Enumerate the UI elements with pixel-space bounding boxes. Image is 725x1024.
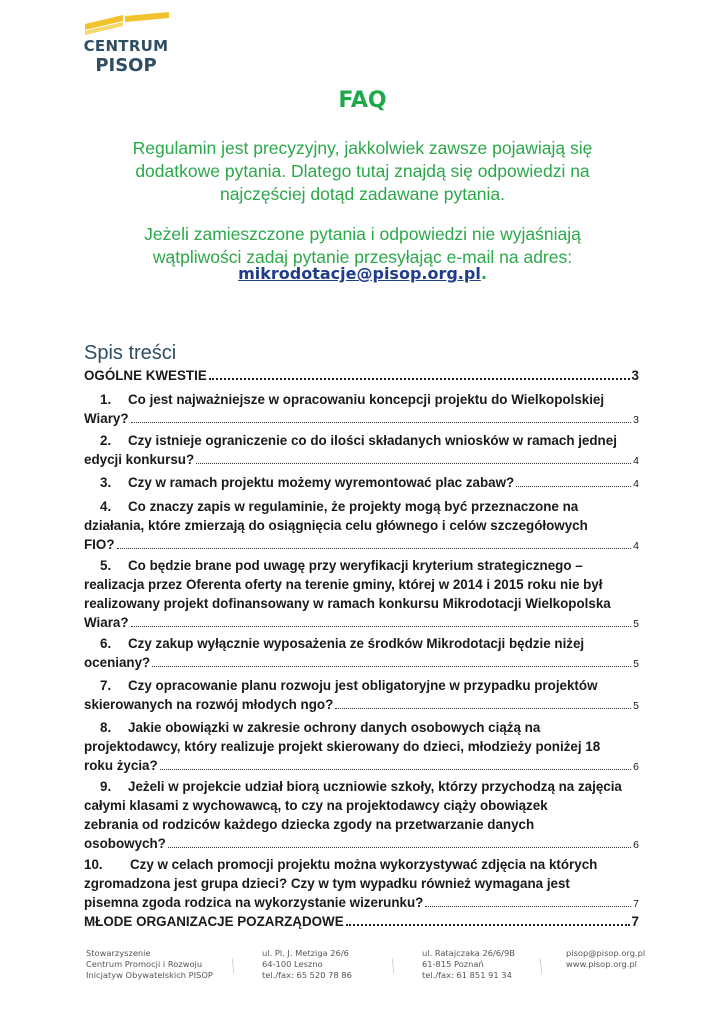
toc-dot-leader bbox=[160, 769, 631, 770]
footer-leszno bbox=[262, 948, 352, 981]
toc-entry-last-line bbox=[84, 366, 639, 385]
toc-entry-text: Czy zakup wyłącznie wyposażenia ze środków Mikrodotacji będzie niżej bbox=[128, 636, 585, 651]
toc-entry-last-line bbox=[84, 409, 639, 430]
toc-page-number: 7 bbox=[631, 914, 639, 929]
toc-dot-leader bbox=[152, 666, 631, 667]
footer-website[interactable]: www.pisop.org.pl bbox=[566, 959, 637, 969]
toc-page-number: 5 bbox=[633, 618, 639, 630]
toc-question-link[interactable] bbox=[84, 634, 639, 674]
toc-question-number: 6. bbox=[100, 636, 112, 651]
intro-paragraph-1 bbox=[60, 137, 665, 206]
toc-entry-last-line bbox=[84, 653, 639, 674]
toc-entry-line bbox=[84, 676, 639, 695]
toc-entry-text: osobowych? bbox=[84, 836, 166, 851]
toc-question-number: 9. bbox=[100, 779, 112, 794]
toc-entry-text: zebrania od rodziców każdego dziecka zgody na przetwarzanie danych bbox=[84, 817, 535, 832]
logo-text-centrum: CENTRUM bbox=[83, 37, 169, 55]
toc-dot-leader bbox=[131, 626, 632, 627]
toc-entry-text: edycji konkursu? bbox=[84, 452, 195, 467]
logo bbox=[83, 12, 173, 76]
toc-page-number: 5 bbox=[633, 658, 639, 670]
toc-entry-line bbox=[84, 855, 639, 874]
toc-section-link[interactable] bbox=[84, 366, 639, 385]
contact-email-line bbox=[0, 264, 725, 283]
toc-question-link[interactable] bbox=[84, 676, 639, 716]
toc-page-number: 3 bbox=[633, 414, 639, 426]
toc-entry-text: zgromadzona jest grupa dzieci? Czy w tym wypadku również wymagana jest bbox=[84, 876, 570, 891]
toc-question-link[interactable] bbox=[84, 431, 639, 471]
toc-entry-line bbox=[84, 796, 639, 815]
intro-line: Regulamin jest precyzyjny, jakkolwiek zawsze pojawiają się bbox=[132, 138, 593, 158]
toc-entry-text: OGÓLNE KWESTIE bbox=[84, 368, 207, 383]
toc-entry-last-line bbox=[84, 450, 639, 471]
toc-page-number: 4 bbox=[633, 455, 639, 467]
intro-line: najczęściej dotąd zadawane pytania. bbox=[219, 184, 506, 204]
toc-entry-last-line bbox=[84, 613, 639, 634]
toc-question-number: 3. bbox=[100, 475, 112, 490]
toc-entry-line bbox=[84, 497, 639, 516]
toc-question-link[interactable] bbox=[84, 777, 639, 855]
toc-entry-text: Wiara? bbox=[84, 615, 129, 630]
toc-entry-line bbox=[84, 556, 639, 575]
toc-section-link[interactable] bbox=[84, 912, 639, 931]
footer-line: ul. Pl. J. Metziga 26/6 bbox=[262, 948, 349, 958]
toc-question-link[interactable] bbox=[84, 855, 639, 914]
toc-entry-text: działania, które zmierzają do osiągnięcia celu głównego i celów szczegółowych bbox=[84, 518, 588, 533]
toc-entry-line bbox=[84, 737, 639, 756]
toc-dot-leader bbox=[196, 463, 631, 464]
toc-heading: Spis treści bbox=[84, 342, 177, 364]
toc-entry-text: skierowanych na rozwój młodych ngo? bbox=[84, 697, 334, 712]
footer-line: ul. Ratajczaka 26/6/9B bbox=[422, 948, 515, 958]
toc-entry-text: Czy w ramach projektu możemy wyremontować plac zabaw? bbox=[128, 475, 515, 490]
toc-entry-text: realizowany projekt dofinansowany w ramach konkursu Mikrodotacji Wielkopolska bbox=[84, 596, 611, 611]
toc-page-number: 3 bbox=[631, 368, 639, 383]
toc-entry-text: Jeżeli w projekcie udział biorą uczniowie szkoły, którzy przychodzą na zajęcia bbox=[128, 779, 622, 794]
toc-entry-last-line bbox=[84, 473, 639, 494]
toc-entry-text: Co jest najważniejsze w opracowaniu koncepcji projektu do Wielkopolskiej bbox=[128, 392, 605, 407]
toc-entry-last-line bbox=[84, 695, 639, 716]
footer-contact bbox=[566, 948, 645, 970]
toc-entry-text: MŁODE ORGANIZACJE POZARZĄDOWE bbox=[84, 914, 344, 929]
footer-line: tel./fax: 65 520 78 86 bbox=[262, 970, 352, 980]
footer-line: Inicjatyw Obywatelskich PISOP bbox=[86, 970, 213, 980]
toc-dot-leader bbox=[131, 422, 632, 423]
toc-question-number: 2. bbox=[100, 433, 112, 448]
footer-line: Centrum Promocji i Rozwoju bbox=[86, 959, 203, 969]
toc-entry-text: oceniany? bbox=[84, 655, 151, 670]
footer-org bbox=[86, 948, 213, 981]
toc-entry-line bbox=[84, 815, 639, 834]
toc-question-link[interactable] bbox=[84, 390, 639, 430]
toc-entry-text: Jakie obowiązki w zakresie ochrony danych osobowych ciążą na bbox=[128, 720, 541, 735]
footer-line: Stowarzyszenie bbox=[86, 948, 151, 958]
footer-poznan bbox=[422, 948, 515, 981]
toc-page-number: 6 bbox=[633, 839, 639, 851]
intro-paragraph-2 bbox=[60, 223, 665, 269]
toc-dot-leader bbox=[209, 378, 630, 380]
toc-entry-text: FIO? bbox=[84, 537, 115, 552]
toc-entry-line bbox=[84, 594, 639, 613]
toc-dot-leader bbox=[516, 486, 631, 487]
toc-dot-leader bbox=[168, 847, 631, 848]
footer-line: 61-815 Poznań bbox=[422, 959, 484, 969]
toc-question-link[interactable] bbox=[84, 556, 639, 634]
footer bbox=[0, 942, 725, 1002]
toc-entry-text: Czy opracowanie planu rozwoju jest obligatoryjne w przypadku projektów bbox=[128, 678, 598, 693]
logo-mark bbox=[83, 12, 173, 38]
toc-entry-line bbox=[84, 777, 639, 796]
toc-question-number: 8. bbox=[100, 720, 112, 735]
toc-entry-last-line bbox=[84, 756, 639, 777]
page-title: FAQ bbox=[338, 88, 387, 113]
toc-entry-text: projektodawcy, który realizuje projekt skierowany do dzieci, młodzieży poniżej 18 bbox=[84, 739, 601, 754]
footer-email[interactable]: pisop@pisop.org.pl bbox=[566, 948, 646, 958]
contact-email-link[interactable]: mikrodotacje@pisop.org.pl bbox=[238, 264, 481, 283]
intro-line: Jeżeli zamieszczone pytania i odpowiedzi nie wyjaśniają bbox=[144, 224, 581, 244]
toc-entry-line bbox=[84, 874, 639, 893]
toc-entry-text: Co znaczy zapis w regulaminie, że projekty mogą być przeznaczone na bbox=[128, 499, 579, 514]
toc-page-number: 5 bbox=[633, 700, 639, 712]
footer-divider-icon bbox=[392, 942, 394, 990]
toc-dot-leader bbox=[117, 548, 632, 549]
footer-divider-icon bbox=[232, 942, 234, 990]
toc-entry-last-line bbox=[84, 893, 639, 914]
toc-question-link[interactable] bbox=[84, 718, 639, 777]
toc-entry-last-line bbox=[84, 834, 639, 855]
toc-entry-text: pisemna zgoda rodzica na wykorzystanie wizerunku? bbox=[84, 895, 424, 910]
toc-entry-text: Czy w celach promocji projektu można wykorzystywać zdjęcia na których bbox=[130, 857, 598, 872]
toc-question-link[interactable] bbox=[84, 473, 639, 494]
logo-text-pisop: PISOP bbox=[95, 55, 157, 76]
footer-divider-icon bbox=[540, 942, 542, 990]
toc-entry-last-line bbox=[84, 535, 639, 556]
toc-entry-text: całymi klasami z wychowawcą, to czy na projektodawcy ciąży obowiązek bbox=[84, 798, 548, 813]
toc-entry-text: Co będzie brane pod uwagę przy weryfikacji kryterium strategicznego – bbox=[128, 558, 583, 573]
toc-page-number: 6 bbox=[633, 761, 639, 773]
email-period: . bbox=[480, 264, 487, 283]
toc-page-number: 7 bbox=[633, 898, 639, 910]
toc-dot-leader bbox=[425, 906, 631, 907]
intro-line: dodatkowe pytania. Dlatego tutaj znajdą się odpowiedzi na bbox=[135, 161, 590, 181]
footer-line: tel./fax: 61 851 91 34 bbox=[422, 970, 512, 980]
toc-entry-line bbox=[84, 390, 639, 409]
toc-question-link[interactable] bbox=[84, 497, 639, 556]
toc-entry-line bbox=[84, 431, 639, 450]
toc-entry-line bbox=[84, 575, 639, 594]
toc-entry-line bbox=[84, 634, 639, 653]
intro-line: wątpliwości zadaj pytanie przesyłając e-mail na adres: bbox=[152, 247, 573, 267]
toc-page-number: 4 bbox=[633, 478, 639, 490]
toc-entry-last-line bbox=[84, 912, 639, 931]
toc-question-number: 10. bbox=[84, 857, 103, 872]
toc-dot-leader bbox=[346, 924, 630, 926]
toc-question-number: 4. bbox=[100, 499, 112, 514]
toc-entry-line bbox=[84, 516, 639, 535]
toc-question-number: 7. bbox=[100, 678, 112, 693]
toc-page-number: 4 bbox=[633, 540, 639, 552]
toc-entry-text: roku życia? bbox=[84, 758, 158, 773]
toc-entry-text: Wiary? bbox=[84, 411, 129, 426]
toc-question-number: 1. bbox=[100, 392, 112, 407]
toc-entry-text: realizacja przez Oferenta oferty na terenie gminy, której w 2014 i 2015 roku nie był bbox=[84, 577, 603, 592]
toc-entry-text: Czy istnieje ograniczenie co do ilości składanych wniosków w ramach jednej bbox=[128, 433, 617, 448]
footer-line: 64-100 Leszno bbox=[262, 959, 323, 969]
toc-dot-leader bbox=[335, 708, 631, 709]
toc-entry-line bbox=[84, 718, 639, 737]
toc-question-number: 5. bbox=[100, 558, 112, 573]
